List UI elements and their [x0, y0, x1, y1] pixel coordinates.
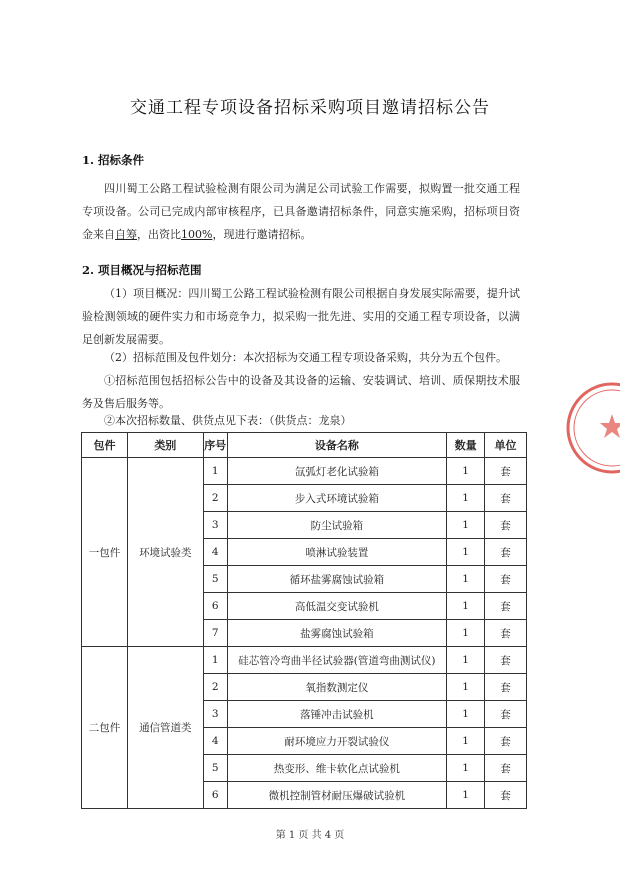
name-cell: 硅芯管冷弯曲半径试验器(管道弯曲测试仪) [227, 647, 446, 674]
no-cell: 2 [203, 485, 227, 512]
name-cell: 氙弧灯老化试验箱 [227, 458, 446, 485]
section1-heading: 1. 招标条件 [82, 153, 145, 167]
table-row [82, 647, 527, 674]
qty-cell: 1 [447, 728, 485, 755]
name-cell: 落锤冲击试验机 [227, 701, 446, 728]
header-unit: 单位 [485, 433, 527, 458]
name-cell: 防尘试验箱 [227, 512, 446, 539]
unit-cell: 套 [485, 674, 527, 701]
unit-cell: 套 [485, 593, 527, 620]
name-cell: 盐雾腐蚀试验箱 [227, 620, 446, 647]
no-cell: 6 [203, 782, 227, 809]
unit-cell: 套 [485, 566, 527, 593]
section1-text-mid: ，出资比 [137, 228, 181, 241]
qty-cell: 1 [447, 620, 485, 647]
unit-cell: 套 [485, 539, 527, 566]
unit-cell: 套 [485, 701, 527, 728]
no-cell: 6 [203, 593, 227, 620]
project-overview-paragraph: （1）项目概况：四川蜀工公路工程试验检测有限公司根据自身发展实际需要，提升试验检测领域的硬件实力和市场竞争力，拟采购一批先进、实用的交通工程专项设备，以满足创新发展需要。 [82, 287, 520, 346]
equipment-table [81, 432, 527, 809]
seal-star [600, 414, 620, 438]
category-cell: 通信管道类 [127, 647, 203, 809]
quantity-note-paragraph: ②本次招标数量、供货点见下表：（供货点：龙泉） [104, 414, 352, 427]
no-cell: 7 [203, 620, 227, 647]
no-cell: 3 [203, 701, 227, 728]
no-cell: 3 [203, 512, 227, 539]
unit-cell: 套 [485, 755, 527, 782]
name-cell: 热变形、维卡软化点试验机 [227, 755, 446, 782]
qty-cell: 1 [447, 701, 485, 728]
section1-text-start: 四川蜀工公路工程试验检测有限公司为满足公司试验工作需要，拟购置一批交通工程专项设备。公司已完成内部审核程序，已具备邀请招标条件，同意实施采购，招标项目资金来自 [82, 182, 520, 241]
qty-cell: 1 [447, 593, 485, 620]
document-title: 交通工程专项设备招标采购项目邀请招标公告 [130, 98, 490, 118]
unit-cell: 套 [485, 728, 527, 755]
name-cell: 耐环境应力开裂试验仪 [227, 728, 446, 755]
no-cell: 5 [203, 566, 227, 593]
qty-cell: 1 [447, 566, 485, 593]
unit-cell: 套 [485, 647, 527, 674]
name-cell: 高低温交变试验机 [227, 593, 446, 620]
qty-cell: 1 [447, 512, 485, 539]
qty-cell: 1 [447, 755, 485, 782]
name-cell: 循环盐雾腐蚀试验箱 [227, 566, 446, 593]
header-qty: 数量 [447, 433, 485, 458]
table-header-row [82, 433, 527, 458]
qty-cell: 1 [447, 647, 485, 674]
package-cell: 二包件 [82, 647, 128, 809]
unit-cell: 套 [485, 458, 527, 485]
section1-text-end: ，现进行邀请招标。 [212, 228, 312, 241]
no-cell: 4 [203, 728, 227, 755]
package-cell: 一包件 [82, 458, 128, 647]
page-footer: 第 1 页 共 4 页 [275, 830, 345, 841]
unit-cell: 套 [485, 782, 527, 809]
qty-cell: 1 [447, 539, 485, 566]
table-row [82, 458, 527, 485]
section2-heading: 2. 项目概况与招标范围 [82, 263, 202, 277]
company-seal-stamp [564, 380, 620, 476]
name-cell: 微机控制管材耐压爆破试验机 [227, 782, 446, 809]
no-cell: 1 [203, 647, 227, 674]
no-cell: 2 [203, 674, 227, 701]
section1-paragraph [82, 177, 520, 246]
unit-cell: 套 [485, 512, 527, 539]
qty-cell: 1 [447, 458, 485, 485]
unit-cell: 套 [485, 485, 527, 512]
funding-ratio: 100% [181, 228, 213, 241]
name-cell: 氧指数测定仪 [227, 674, 446, 701]
qty-cell: 1 [447, 485, 485, 512]
unit-cell: 套 [485, 620, 527, 647]
qty-cell: 1 [447, 782, 485, 809]
category-cell: 环境试验类 [127, 458, 203, 647]
header-name: 设备名称 [227, 433, 446, 458]
no-cell: 1 [203, 458, 227, 485]
name-cell: 步入式环境试验箱 [227, 485, 446, 512]
scope-detail-paragraph: ①招标范围包括招标公告中的设备及其设备的运输、安装调试、培训、质保期技术服务及售后服务等。 [82, 374, 520, 410]
scope-paragraph: （2）招标范围及包件划分：本次招标为交通工程专项设备采购，共分为五个包件。 [104, 351, 507, 364]
qty-cell: 1 [447, 674, 485, 701]
name-cell: 喷淋试验装置 [227, 539, 446, 566]
header-category: 类别 [127, 433, 203, 458]
header-package: 包件 [82, 433, 128, 458]
no-cell: 5 [203, 755, 227, 782]
no-cell: 4 [203, 539, 227, 566]
header-no: 序号 [203, 433, 227, 458]
fund-source: 自筹 [115, 228, 137, 241]
